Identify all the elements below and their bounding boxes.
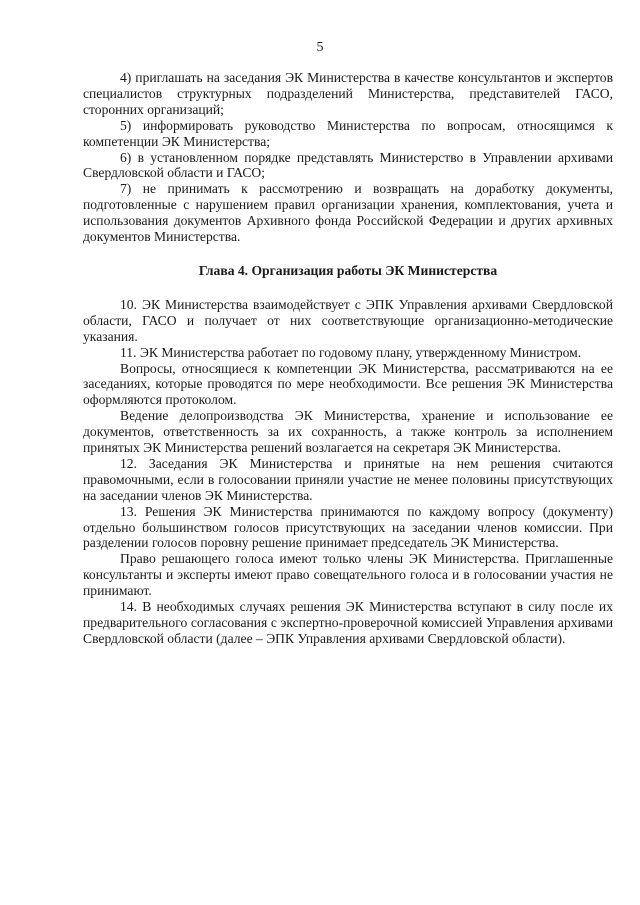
paragraph-13-voting-rights: Право решающего голоса имеют только члены ЭК Министерства. Приглашенные консультанты и эксперты имеют право совещательного голоса и в голосовании участия не принимают.: [83, 551, 613, 599]
paragraph-11: 11. ЭК Министерства работает по годовому плану, утвержденному Министром.: [120, 344, 582, 360]
paragraph-item-5: 5) информировать руководство Министерства по вопросам, относящимся к компетенции ЭК Министерства;: [83, 117, 613, 149]
paragraph-13: 13. Решения ЭК Министерства принимаются по каждому вопросу (документу) отдельно большинством голосов присутствующих на заседании членов комиссии. При разделении голосов поровну решение принимает председатель ЭК Министерства.: [83, 503, 613, 551]
paragraph-11-records: Ведение делопроизводства ЭК Министерства, хранение и использование ее документов, ответственность за их сохранность, а также контроль за исполнением принятых ЭК Министерства решений возлагается на секретаря ЭК Министерства.: [83, 408, 613, 456]
paragraph-item-4: 4) приглашать на заседания ЭК Министерства в качестве консультантов и экспертов специалистов структурных подразделений Министерства, представителей ГАСО, сторонних организаций;: [83, 70, 613, 117]
paragraph-12: 12. Заседания ЭК Министерства и принятые на нем решения считаются правомочными, если в голосовании приняли участие не менее половины присутствующих на заседании членов ЭК Министерства.: [83, 455, 613, 503]
paragraph-14: 14. В необходимых случаях решения ЭК Министерства вступают в силу после их предварительного согласования с экспертно-проверочной комиссией Управления архивами Свердловской области (далее – ЭПК Управления архивами Свердловской области).: [83, 599, 613, 646]
chapter-heading: Глава 4. Организация работы ЭК Министерства: [198, 262, 498, 278]
document-body: [83, 70, 613, 647]
paragraph-11-questions: Вопросы, относящиеся к компетенции ЭК Министерства, рассматриваются на ее заседаниях, которые проводятся по мере необходимости. Все решения ЭК Министерства оформляются протоколом.: [83, 360, 613, 408]
paragraph-item-7: 7) не принимать к рассмотрению и возвращать на доработку документы, подготовленные с нарушением правил организации хранения, комплектования, учета и использования документов Архивного фонда Российской Федерации и других архивных документов Министерства.: [83, 181, 613, 245]
page-number: 5: [316, 40, 324, 55]
paragraph-10: 10. ЭК Министерства взаимодействует с ЭПК Управления архивами Свердловской области, ГАСО и получает от них соответствующие организационно-методические указания.: [83, 296, 613, 344]
paragraph-item-6: 6) в установленном порядке представлять Министерство в Управлении архивами Свердловской области и ГАСО;: [83, 149, 613, 181]
